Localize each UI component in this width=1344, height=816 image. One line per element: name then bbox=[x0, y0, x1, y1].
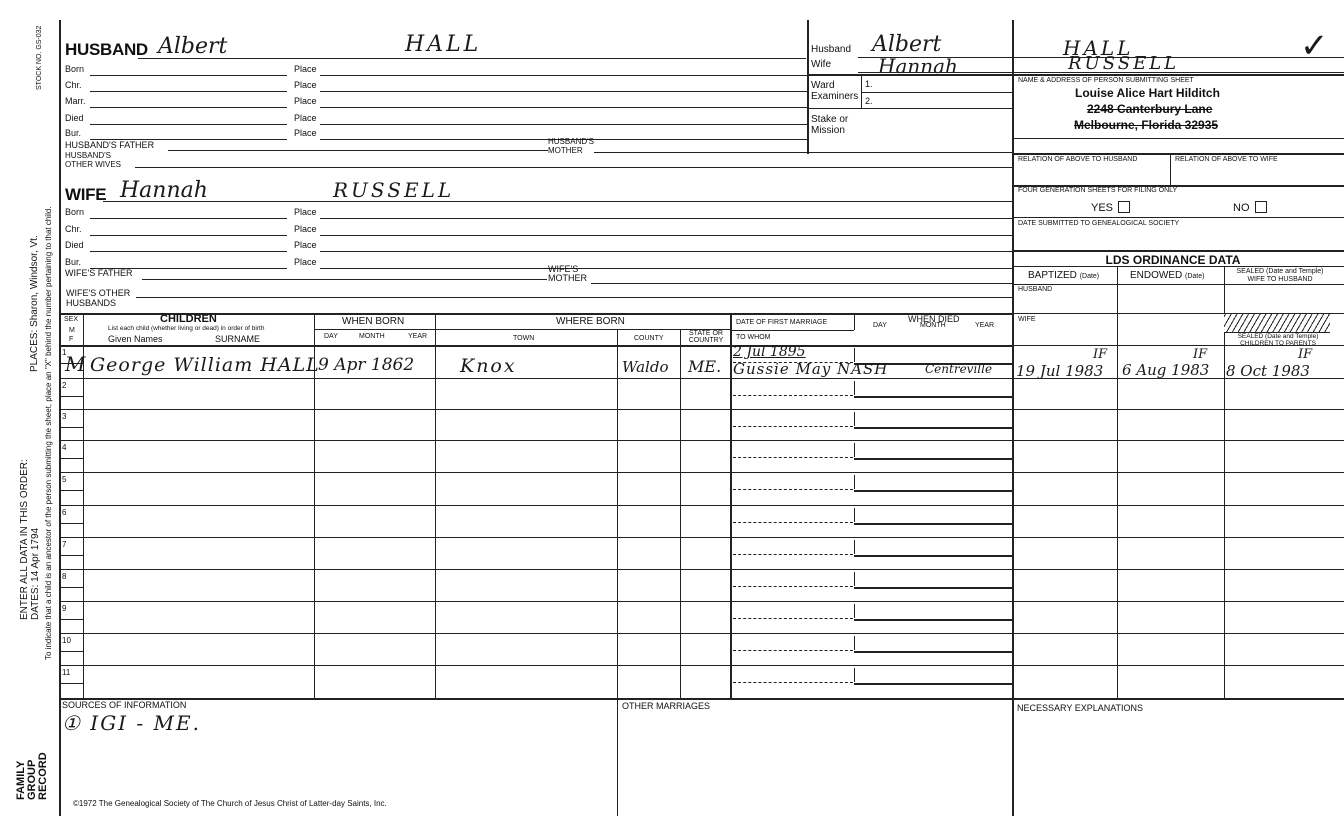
husband-row-label: Marr. bbox=[65, 96, 86, 106]
husband-given[interactable]: Albert bbox=[158, 34, 228, 59]
lds-sealed-children: SEALED (Date and Temple) CHILDREN TO PARENTS bbox=[1237, 333, 1319, 347]
child1-born[interactable]: 9 Apr 1862 bbox=[318, 355, 415, 375]
hdr-first-marriage: DATE OF FIRST MARRIAGE bbox=[736, 319, 828, 326]
baptized-label: BAPTIZED bbox=[1028, 270, 1077, 281]
no-label: NO bbox=[1233, 202, 1250, 214]
yes-checkbox[interactable] bbox=[1118, 201, 1130, 213]
endowed-label: ENDOWED bbox=[1130, 270, 1183, 281]
submitter-label: NAME & ADDRESS OF PERSON SUBMITTING SHEET bbox=[1018, 77, 1194, 84]
hdr-county: COUNTY bbox=[634, 335, 664, 342]
hdr-children: CHILDREN bbox=[160, 313, 217, 325]
child-row-number: 3 bbox=[62, 412, 67, 421]
wife-other-husbands-label: WIFE'S OTHER HUSBANDS bbox=[66, 288, 131, 308]
wife-place-label: Place bbox=[294, 240, 317, 250]
hdr-died-year: YEAR bbox=[975, 322, 995, 329]
tr-wife-surname[interactable]: RUSSELL bbox=[1068, 53, 1180, 74]
hdr-town: TOWN bbox=[513, 335, 535, 342]
child-row-number: 9 bbox=[62, 604, 67, 613]
hdr-given-names: Given Names bbox=[108, 334, 163, 344]
child-row-number: 8 bbox=[62, 572, 67, 581]
sealed-children-hatch bbox=[1224, 314, 1330, 333]
hdr-f: F bbox=[69, 336, 74, 343]
hdr-when-born: WHEN BORN bbox=[342, 316, 405, 327]
lds-endowed bbox=[1130, 271, 1204, 282]
child-row-number: 7 bbox=[62, 540, 67, 549]
child1-town[interactable]: Knox bbox=[460, 355, 517, 377]
child1-baptized[interactable]: 19 Jul 1983 bbox=[1016, 362, 1104, 380]
other-marriages-label: OTHER MARRIAGES bbox=[622, 701, 711, 711]
lds-husband-label: HUSBAND bbox=[1018, 286, 1053, 293]
wife-row-label: Chr. bbox=[65, 224, 82, 234]
order-title: ENTER ALL DATA IN THIS ORDER: bbox=[19, 459, 30, 620]
hdr-instr: List each child (whether living or dead) in order of birth bbox=[108, 325, 265, 332]
lds-sealed-wife: SEALED (Date and Temple) WIFE TO HUSBAND bbox=[1236, 268, 1324, 283]
copyright: ©1972 The Genealogical Society of The Church of Jesus Christ of Latter-day Saints, Inc. bbox=[73, 799, 387, 808]
submitter-city[interactable]: Melbourne, Florida 32935 bbox=[1074, 118, 1219, 132]
husband-place-label: Place bbox=[294, 80, 317, 90]
if-mark-1: IF bbox=[1093, 347, 1108, 362]
hdr-surname: SURNAME bbox=[215, 334, 261, 344]
husband-place-label: Place bbox=[294, 128, 317, 138]
wife-title: WIFE bbox=[65, 185, 107, 204]
wife-place-label: Place bbox=[294, 207, 317, 217]
wife-father-label: WIFE'S FATHER bbox=[65, 268, 133, 278]
lds-baptized bbox=[1028, 271, 1099, 282]
husband-place-label: Place bbox=[294, 113, 317, 123]
child1-county[interactable]: Waldo bbox=[622, 358, 669, 376]
wife-row-label: Bur. bbox=[65, 257, 82, 267]
child-row-number: 5 bbox=[62, 475, 67, 484]
wife-place-label: Place bbox=[294, 257, 317, 267]
form-title-line-3: RECORD bbox=[37, 752, 49, 800]
child1-sealed[interactable]: 8 Oct 1983 bbox=[1226, 362, 1310, 380]
tr-husband-surname[interactable]: HALL bbox=[1063, 36, 1134, 60]
check-mark: ✓ bbox=[1300, 26, 1329, 66]
child-row-number: 1 bbox=[62, 348, 67, 357]
submitter-name[interactable]: Louise Alice Hart Hilditch bbox=[1075, 86, 1220, 100]
child-row-number: 6 bbox=[62, 508, 67, 517]
examiner-2: 2. bbox=[865, 96, 873, 106]
dates-note: DATES: 14 Apr 1794 bbox=[30, 527, 41, 620]
wife-row-label: Died bbox=[65, 240, 84, 250]
no-checkbox[interactable] bbox=[1255, 201, 1267, 213]
wife-given[interactable]: Hannah bbox=[120, 178, 208, 203]
if-mark-3: IF bbox=[1298, 347, 1313, 362]
lds-wife-label: WIFE bbox=[1018, 316, 1036, 323]
hdr-state: STATE OR COUNTRY bbox=[688, 330, 724, 344]
child-row-number: 4 bbox=[62, 443, 67, 452]
husband-place-label: Place bbox=[294, 64, 317, 74]
form-title bbox=[16, 752, 49, 800]
submitter-street[interactable]: 2248 Canterbury Lane bbox=[1087, 102, 1213, 116]
child1-endowed[interactable]: 6 Aug 1983 bbox=[1122, 361, 1210, 379]
child1-marriage-date[interactable]: 2 Jul 1895 bbox=[733, 344, 806, 360]
sources-text[interactable]: ① IGI - ME. bbox=[62, 711, 201, 735]
husband-row-label: Chr. bbox=[65, 80, 82, 90]
tr-wife-given[interactable]: Hannah bbox=[878, 54, 958, 78]
husband-title: HUSBAND bbox=[65, 40, 148, 59]
tr-wife-label: Wife bbox=[811, 59, 831, 70]
hdr-died-day: DAY bbox=[873, 322, 887, 329]
yes-label: YES bbox=[1091, 202, 1114, 214]
explanations-label: NECESSARY EXPLANATIONS bbox=[1017, 703, 1144, 713]
hdr-to-whom: TO WHOM bbox=[736, 334, 771, 341]
wife-mother-label: WIFE'S MOTHER bbox=[548, 264, 587, 283]
form-title-line-2: GROUP bbox=[26, 759, 38, 800]
rel-wife-label: RELATION OF ABOVE TO WIFE bbox=[1175, 156, 1278, 163]
sources-label: SOURCES OF INFORMATION bbox=[62, 700, 187, 710]
husband-mother-label: HUSBAND'S MOTHER bbox=[548, 137, 594, 155]
hdr-year: YEAR bbox=[408, 333, 428, 340]
husband-other-wives-label: HUSBAND'S OTHER WIVES bbox=[65, 151, 122, 169]
wife-row-label: Born bbox=[65, 207, 85, 217]
ward-label: Ward bbox=[811, 80, 835, 91]
hdr-sex: SEX bbox=[64, 316, 79, 323]
husband-row-label: Died bbox=[65, 113, 84, 123]
husband-place-label: Place bbox=[294, 96, 317, 106]
hdr-died-month: MONTH bbox=[920, 322, 946, 329]
hdr-when-died: WHEN DIED bbox=[908, 314, 960, 324]
wife-surname[interactable]: RUSSELL bbox=[333, 178, 455, 202]
date-submitted-label: DATE SUBMITTED TO GENEALOGICAL SOCIETY bbox=[1018, 220, 1180, 227]
husband-father-label: HUSBAND'S FATHER bbox=[65, 140, 155, 150]
form-title-line-1: FAMILY bbox=[15, 760, 27, 800]
hdr-m: M bbox=[69, 327, 75, 334]
tr-husband-given[interactable]: Albert bbox=[872, 32, 942, 57]
baptized-date-note: (Date) bbox=[1079, 273, 1100, 280]
wife-place-label: Place bbox=[294, 224, 317, 234]
child-row-number: 10 bbox=[62, 636, 71, 645]
four-gen-label: FOUR GENERATION SHEETS FOR FILING ONLY bbox=[1018, 187, 1178, 194]
examiners-label: Examiners bbox=[811, 91, 859, 102]
hdr-day: DAY bbox=[324, 333, 338, 340]
tr-husband-label: Husband bbox=[811, 44, 852, 55]
husband-row-label: Bur. bbox=[65, 128, 82, 138]
hdr-month: MONTH bbox=[359, 333, 385, 340]
child-row-number: 11 bbox=[62, 668, 71, 677]
child1-spouse-note: Centreville bbox=[925, 362, 993, 376]
child1-state[interactable]: ME. bbox=[688, 357, 722, 376]
husband-row-label: Born bbox=[65, 64, 85, 74]
if-mark-2: IF bbox=[1193, 347, 1208, 362]
child1-spouse[interactable]: Gussie May NASH bbox=[733, 360, 889, 378]
child1-name[interactable]: George William HALL bbox=[90, 354, 320, 376]
hdr-where-born: WHERE BORN bbox=[556, 316, 625, 327]
husband-surname[interactable]: HALL bbox=[405, 32, 482, 57]
child-row-number: 2 bbox=[62, 381, 67, 390]
stake-label: Stake or Mission bbox=[811, 114, 849, 136]
places-note: PLACES: Sharon, Windsor, Vt. bbox=[29, 235, 40, 372]
stock-number: STOCK NO. GS-032 bbox=[36, 25, 43, 90]
examiner-1: 1. bbox=[865, 79, 873, 89]
indicate-note: To indicate that a child is an ancestor of the person submitting the sheet, place an "X" behind the number pertaining to that child. bbox=[44, 206, 53, 660]
child1-sex[interactable]: M bbox=[65, 352, 86, 376]
lds-title: LDS ORDINANCE DATA bbox=[1105, 253, 1241, 267]
endowed-date-note: (Date) bbox=[1185, 273, 1205, 280]
rel-husband-label: RELATION OF ABOVE TO HUSBAND bbox=[1018, 156, 1138, 163]
